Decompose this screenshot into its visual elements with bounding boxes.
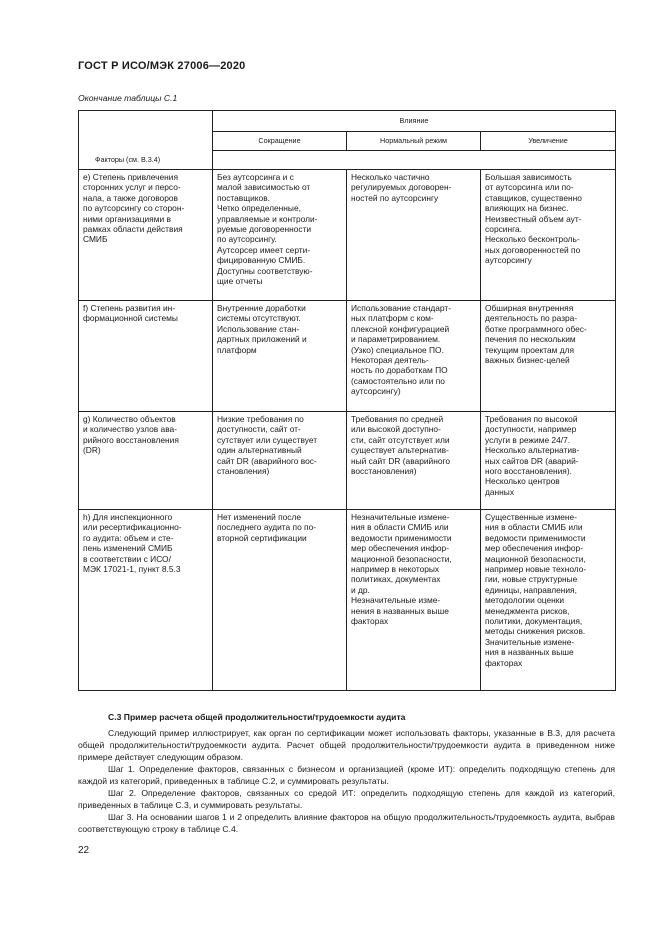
normal-cell: Несколько частично регулируемых договорен- ностей по аутсорсингу	[347, 170, 481, 301]
factor-cell: f) Степень развития ин- формационной системы	[79, 301, 213, 412]
table-header-normal: Нормальный режим	[347, 132, 481, 151]
paragraph: Шаг 3. На основании шагов 1 и 2 определить влияние факторов на общую продолжительность/трудоемкость аудита, выбрав соответствующую строку в таблице С.4.	[78, 812, 615, 834]
normal-cell: Использование стандарт- ных платформ с ком- плексной конфигурацией и параметрированием. (Узко) специальное ПО. Некоторая деятель- ность по доработкам ПО (самостоятельно или по аутсорсингу)	[347, 301, 481, 412]
factor-cell: е) Степень привлечения сторонних услуг и персо- нала, а также договоров по аутсорсингу со сторон- ними организациями в рамках области действия СМИБ	[79, 170, 213, 301]
table-header-empty-cell	[79, 132, 213, 151]
table-header-row-columns	[79, 132, 616, 151]
table-header-increase: Увеличение	[481, 132, 616, 151]
table-header-row-factors	[79, 151, 616, 170]
increase-cell: Существенные измене- ния в области СМИБ или ведомости применимости мер обеспечения инфор- мационной безопасности, например новые техноло- гии, новые структурные единицы, направления, методологии оценки менеджмента рисков, политики, документация, методы снижения рисков. Значительные измене- ния в названных выше факторах	[481, 510, 616, 691]
page-number: 22	[78, 845, 90, 856]
table-header-factors-spacer	[213, 151, 616, 170]
reduce-cell: Низкие требования по доступности, сайт от- сутствует или существует один альтернативный сайт DR (аварийного вос- становления)	[213, 412, 347, 510]
table-header-empty-cell	[79, 111, 213, 132]
table-header-factors: Факторы (см. В.3.4)	[79, 151, 213, 170]
table-row	[79, 412, 616, 510]
table-header-reduce: Сокращение	[213, 132, 347, 151]
paragraph: Шаг 2. Определение факторов, связанных со средой ИТ: определить подходящую степень для каждой из категорий, приведенных в таблице С.3, и суммировать результаты.	[78, 788, 615, 810]
increase-cell: Большая зависимость от аутсорсинга или по- ставщиков, существенно влияющих на бизнес. Неизвестный объем аут- сорсинга. Несколько бесконтроль- ных договоренностей по аутсорсингу	[481, 170, 616, 301]
reduce-cell: Без аутсорсинга и с малой зависимостью от поставщиков. Четко определенные, управляемые и контроли- руемые договоренности по аутсорсингу. Аутсорсер имеет серти- фицированную СМИБ. Доступны соответствую- щие отчеты	[213, 170, 347, 301]
reduce-cell: Внутренние доработки системы отсутствуют. Использование стан- дартных приложений и платформ	[213, 301, 347, 412]
normal-cell: Незначительные измене- ния в области СМИБ или ведомости применимости мер обеспечения инфор- мационной безопасности, например в некоторых политиках, документах и др. Незначительные изме- нения в названных выше факторах	[347, 510, 481, 691]
table-header-influence: Влияние	[213, 111, 616, 132]
increase-cell: Обширная внутренняя деятельность по разра- ботке программного обес- печения по нескольким текущим проектам для важных бизнес-целей	[481, 301, 616, 412]
normal-cell: Требования по средней или высокой доступно- сти, сайт отсутствует или существует альтернатив- ный сайт DR (аварийного восстановления)	[347, 412, 481, 510]
section-body	[78, 727, 615, 835]
reduce-cell: Нет изменений после последнего аудита по по- вторной сертификации	[213, 510, 347, 691]
table-row	[79, 510, 616, 691]
table-row	[79, 170, 616, 301]
paragraph: Шаг 1. Определение факторов, связанных с бизнесом и организацией (кроме ИТ): определить подходящую степень для каждой из категорий, приведенных в таблице С.2, и суммировать результаты.	[78, 764, 615, 786]
table-caption: Окончание таблицы С.1	[78, 93, 178, 103]
factor-cell: h) Для инспекционного или ресертификационно- го аудита: объем и сте- пень изменений СМИБ в соответствии с ИСО/ МЭК 17021-1, пункт 8.5.3	[79, 510, 213, 691]
table-header-row-group	[79, 111, 616, 132]
paragraph: Следующий пример иллюстрирует, как орган по сертификации может использовать факторы, указанные в В.3, для расчета общей продолжительности/трудоемкости аудита. Расчет общей продолжительности/трудоемкости аудита в приведенном ниже примере действует следующим образом.	[78, 728, 615, 762]
section-title: С.3 Пример расчета общей продолжительности/трудоемкости аудита	[108, 712, 406, 722]
table-row	[79, 301, 616, 412]
factor-cell: g) Количество объектов и количество узлов ава- рийного восстановления (DR)	[79, 412, 213, 510]
increase-cell: Требования по высокой доступности, например услуги в режиме 24/7. Несколько альтернатив- ных сайтов DR (аварий- ного восстановления). Несколько центров данных	[481, 412, 616, 510]
factors-table	[78, 110, 616, 691]
document-header-title: ГОСТ Р ИСО/МЭК 27006—2020	[78, 60, 246, 72]
